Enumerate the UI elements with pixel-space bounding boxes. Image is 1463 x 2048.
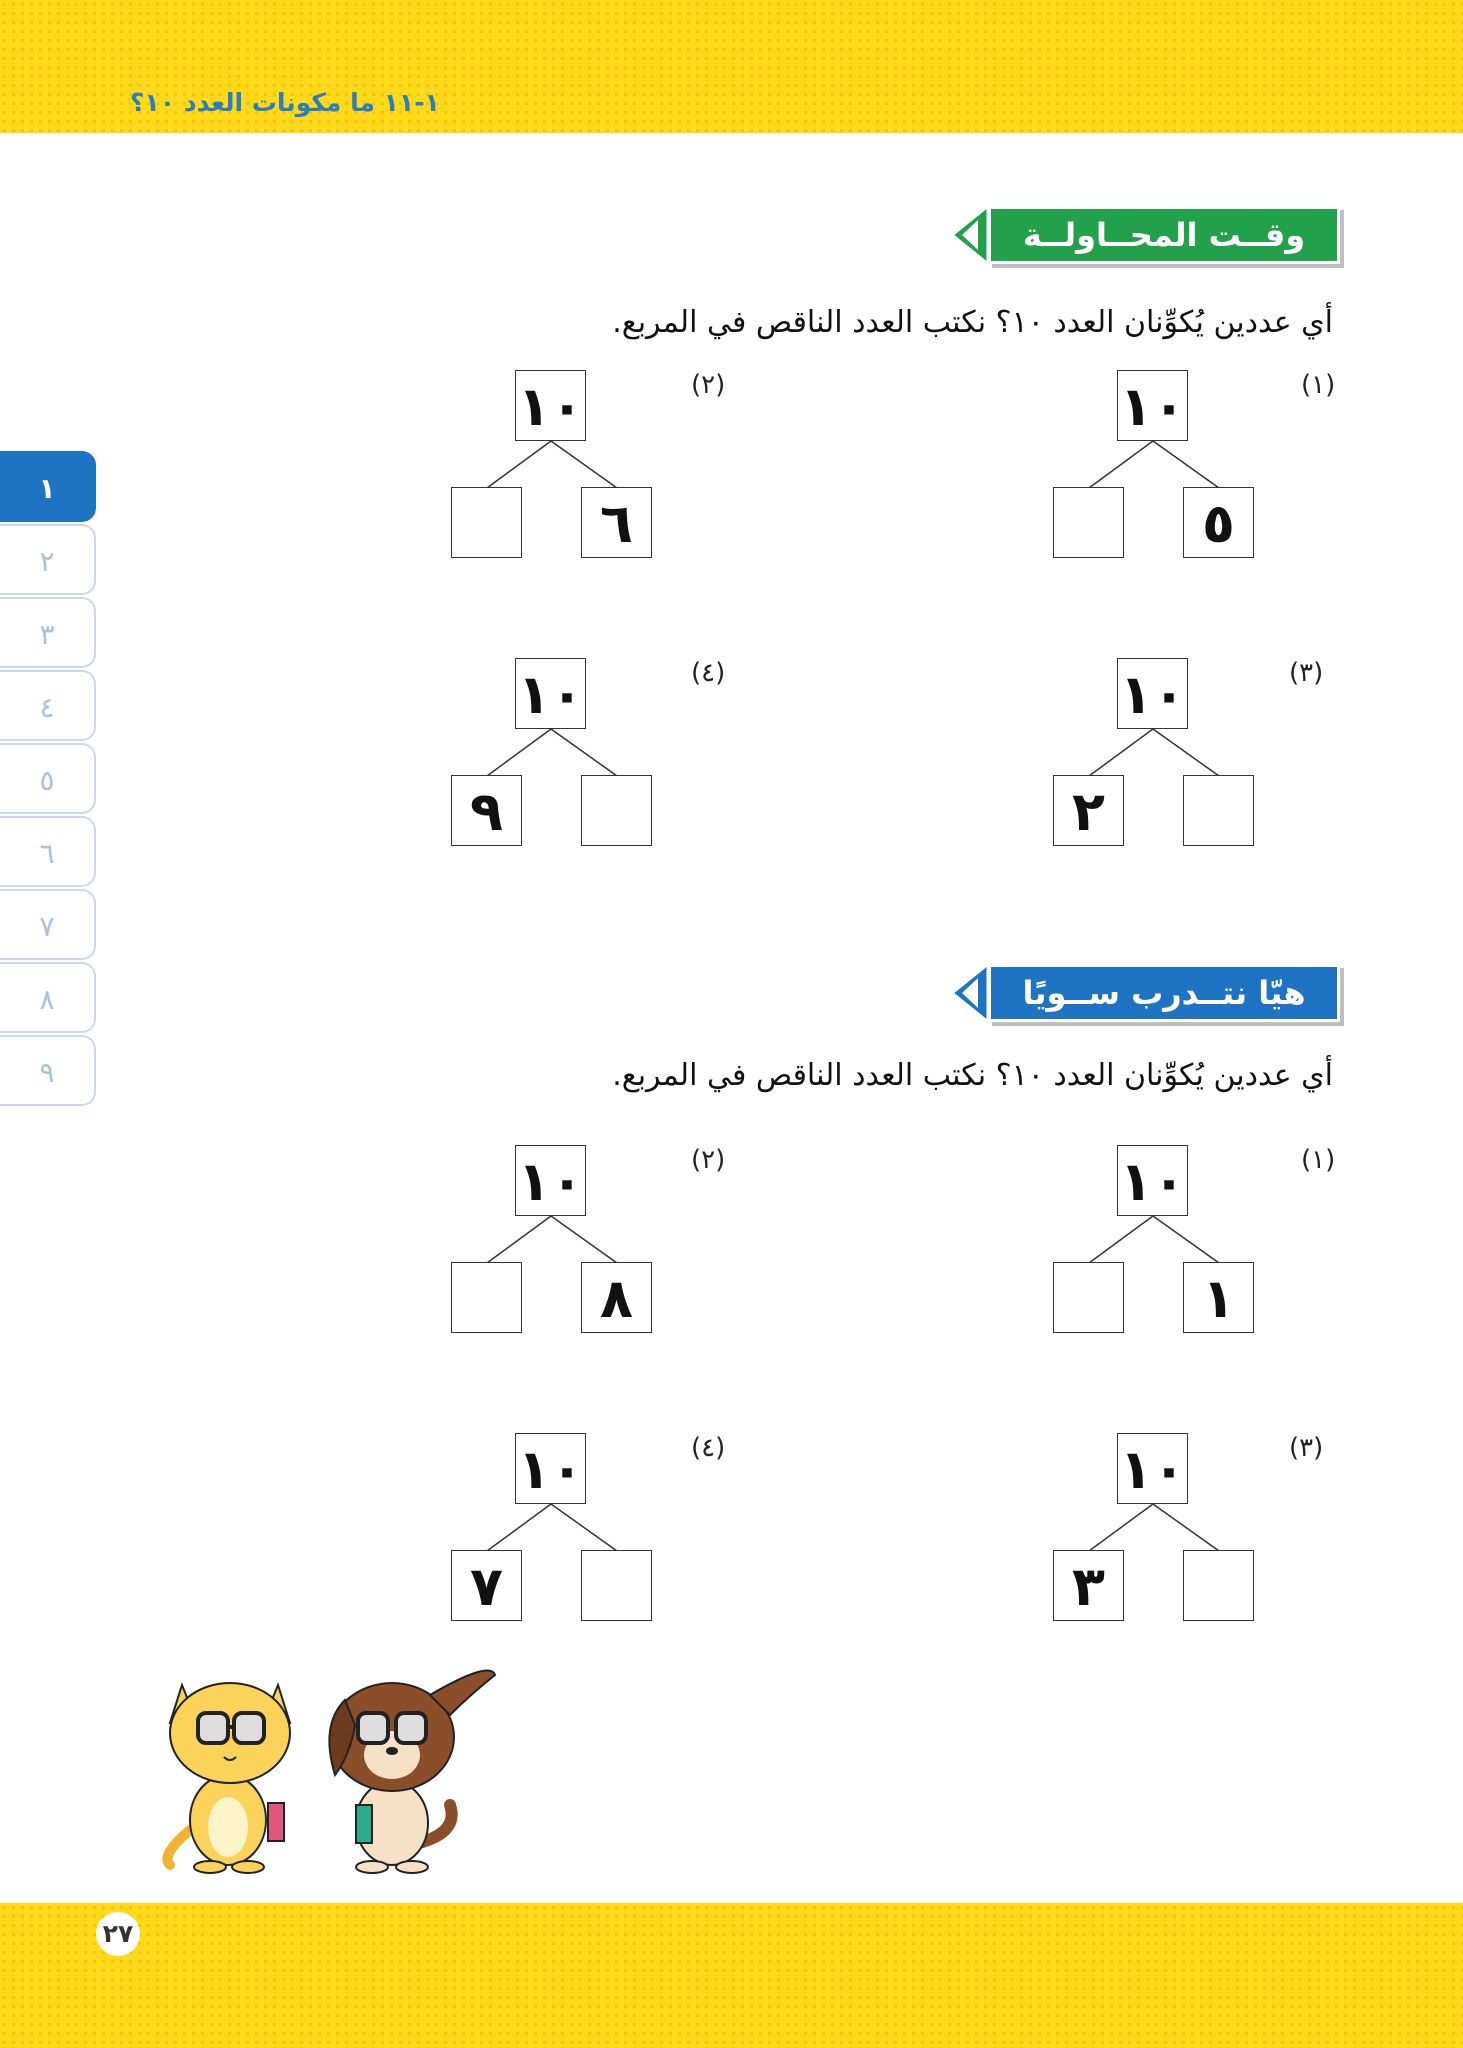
side-tab-9[interactable]: ٩ bbox=[0, 1035, 96, 1106]
number-bond-problem bbox=[451, 658, 751, 858]
section-1-banner-label: وقــت المحــاولــة bbox=[988, 206, 1340, 264]
section-2-banner-label: هيّا نتــدرب ســويًا bbox=[988, 964, 1340, 1022]
part-left-box[interactable] bbox=[451, 1262, 522, 1333]
part-right-box[interactable]: ٦ bbox=[581, 487, 652, 558]
side-tab-8[interactable]: ٨ bbox=[0, 962, 96, 1033]
part-left-box[interactable]: ٣ bbox=[1053, 1550, 1124, 1621]
page-number: ٢٧ bbox=[96, 1912, 140, 1956]
problem-label: (٤) bbox=[691, 1433, 726, 1463]
section-1-instruction: أي عددين يُكوِّنان العدد ١٠؟ نكتب العدد الناقص في المربع. bbox=[612, 305, 1333, 340]
whole-box: ١٠ bbox=[1117, 1145, 1188, 1216]
section-1-banner bbox=[948, 206, 1340, 270]
part-right-box[interactable] bbox=[1183, 1550, 1254, 1621]
part-right-box[interactable]: ١ bbox=[1183, 1262, 1254, 1333]
number-bond-problem bbox=[1053, 658, 1353, 858]
part-left-box[interactable]: ٢ bbox=[1053, 775, 1124, 846]
problem-label: (٢) bbox=[691, 1145, 726, 1175]
part-right-box[interactable]: ٨ bbox=[581, 1262, 652, 1333]
whole-box: ١٠ bbox=[515, 1145, 586, 1216]
part-right-box[interactable]: ٥ bbox=[1183, 487, 1254, 558]
cat-and-dog-mascots-icon bbox=[160, 1655, 510, 1875]
problem-label: (٢) bbox=[691, 370, 726, 400]
whole-box: ١٠ bbox=[1117, 1433, 1188, 1504]
side-tab-2[interactable]: ٢ bbox=[0, 524, 96, 595]
whole-box: ١٠ bbox=[515, 658, 586, 729]
whole-box: ١٠ bbox=[1117, 658, 1188, 729]
cat-mascot-icon bbox=[168, 1683, 291, 1873]
dog-mascot-icon bbox=[329, 1671, 495, 1874]
part-left-box[interactable] bbox=[451, 487, 522, 558]
problem-label: (٣) bbox=[1289, 658, 1324, 688]
side-tab-4[interactable]: ٤ bbox=[0, 670, 96, 741]
number-bond-problem bbox=[451, 1433, 751, 1633]
problem-label: (١) bbox=[1301, 370, 1336, 400]
side-tab-5[interactable]: ٥ bbox=[0, 743, 96, 814]
whole-box: ١٠ bbox=[515, 1433, 586, 1504]
problem-label: (٣) bbox=[1289, 1433, 1324, 1463]
side-tab-7[interactable]: ٧ bbox=[0, 889, 96, 960]
banner-arrow-icon bbox=[948, 964, 988, 1022]
banner-arrow-icon bbox=[948, 206, 988, 264]
page-header: ١-١١ ما مكونات العدد ١٠؟ bbox=[130, 88, 440, 117]
section-2-banner bbox=[948, 964, 1340, 1028]
part-left-box[interactable] bbox=[1053, 1262, 1124, 1333]
side-tab-6[interactable]: ٦ bbox=[0, 816, 96, 887]
section-2-instruction: أي عددين يُكوِّنان العدد ١٠؟ نكتب العدد الناقص في المربع. bbox=[612, 1058, 1333, 1093]
number-bond-problem bbox=[1053, 1433, 1353, 1633]
part-left-box[interactable] bbox=[1053, 487, 1124, 558]
part-right-box[interactable] bbox=[581, 1550, 652, 1621]
part-right-box[interactable] bbox=[581, 775, 652, 846]
problem-label: (١) bbox=[1301, 1145, 1336, 1175]
part-right-box[interactable] bbox=[1183, 775, 1254, 846]
side-tabs bbox=[0, 451, 96, 1108]
part-left-box[interactable]: ٧ bbox=[451, 1550, 522, 1621]
whole-box: ١٠ bbox=[1117, 370, 1188, 441]
number-bond-problem bbox=[1053, 370, 1353, 570]
problem-label: (٤) bbox=[691, 658, 726, 688]
number-bond-problem bbox=[451, 1145, 751, 1345]
part-left-box[interactable]: ٩ bbox=[451, 775, 522, 846]
number-bond-problem bbox=[1053, 1145, 1353, 1345]
bottom-band bbox=[0, 1903, 1463, 2048]
number-bond-problem bbox=[451, 370, 751, 570]
side-tab-1[interactable]: ١ bbox=[0, 451, 96, 522]
side-tab-3[interactable]: ٣ bbox=[0, 597, 96, 668]
whole-box: ١٠ bbox=[515, 370, 586, 441]
